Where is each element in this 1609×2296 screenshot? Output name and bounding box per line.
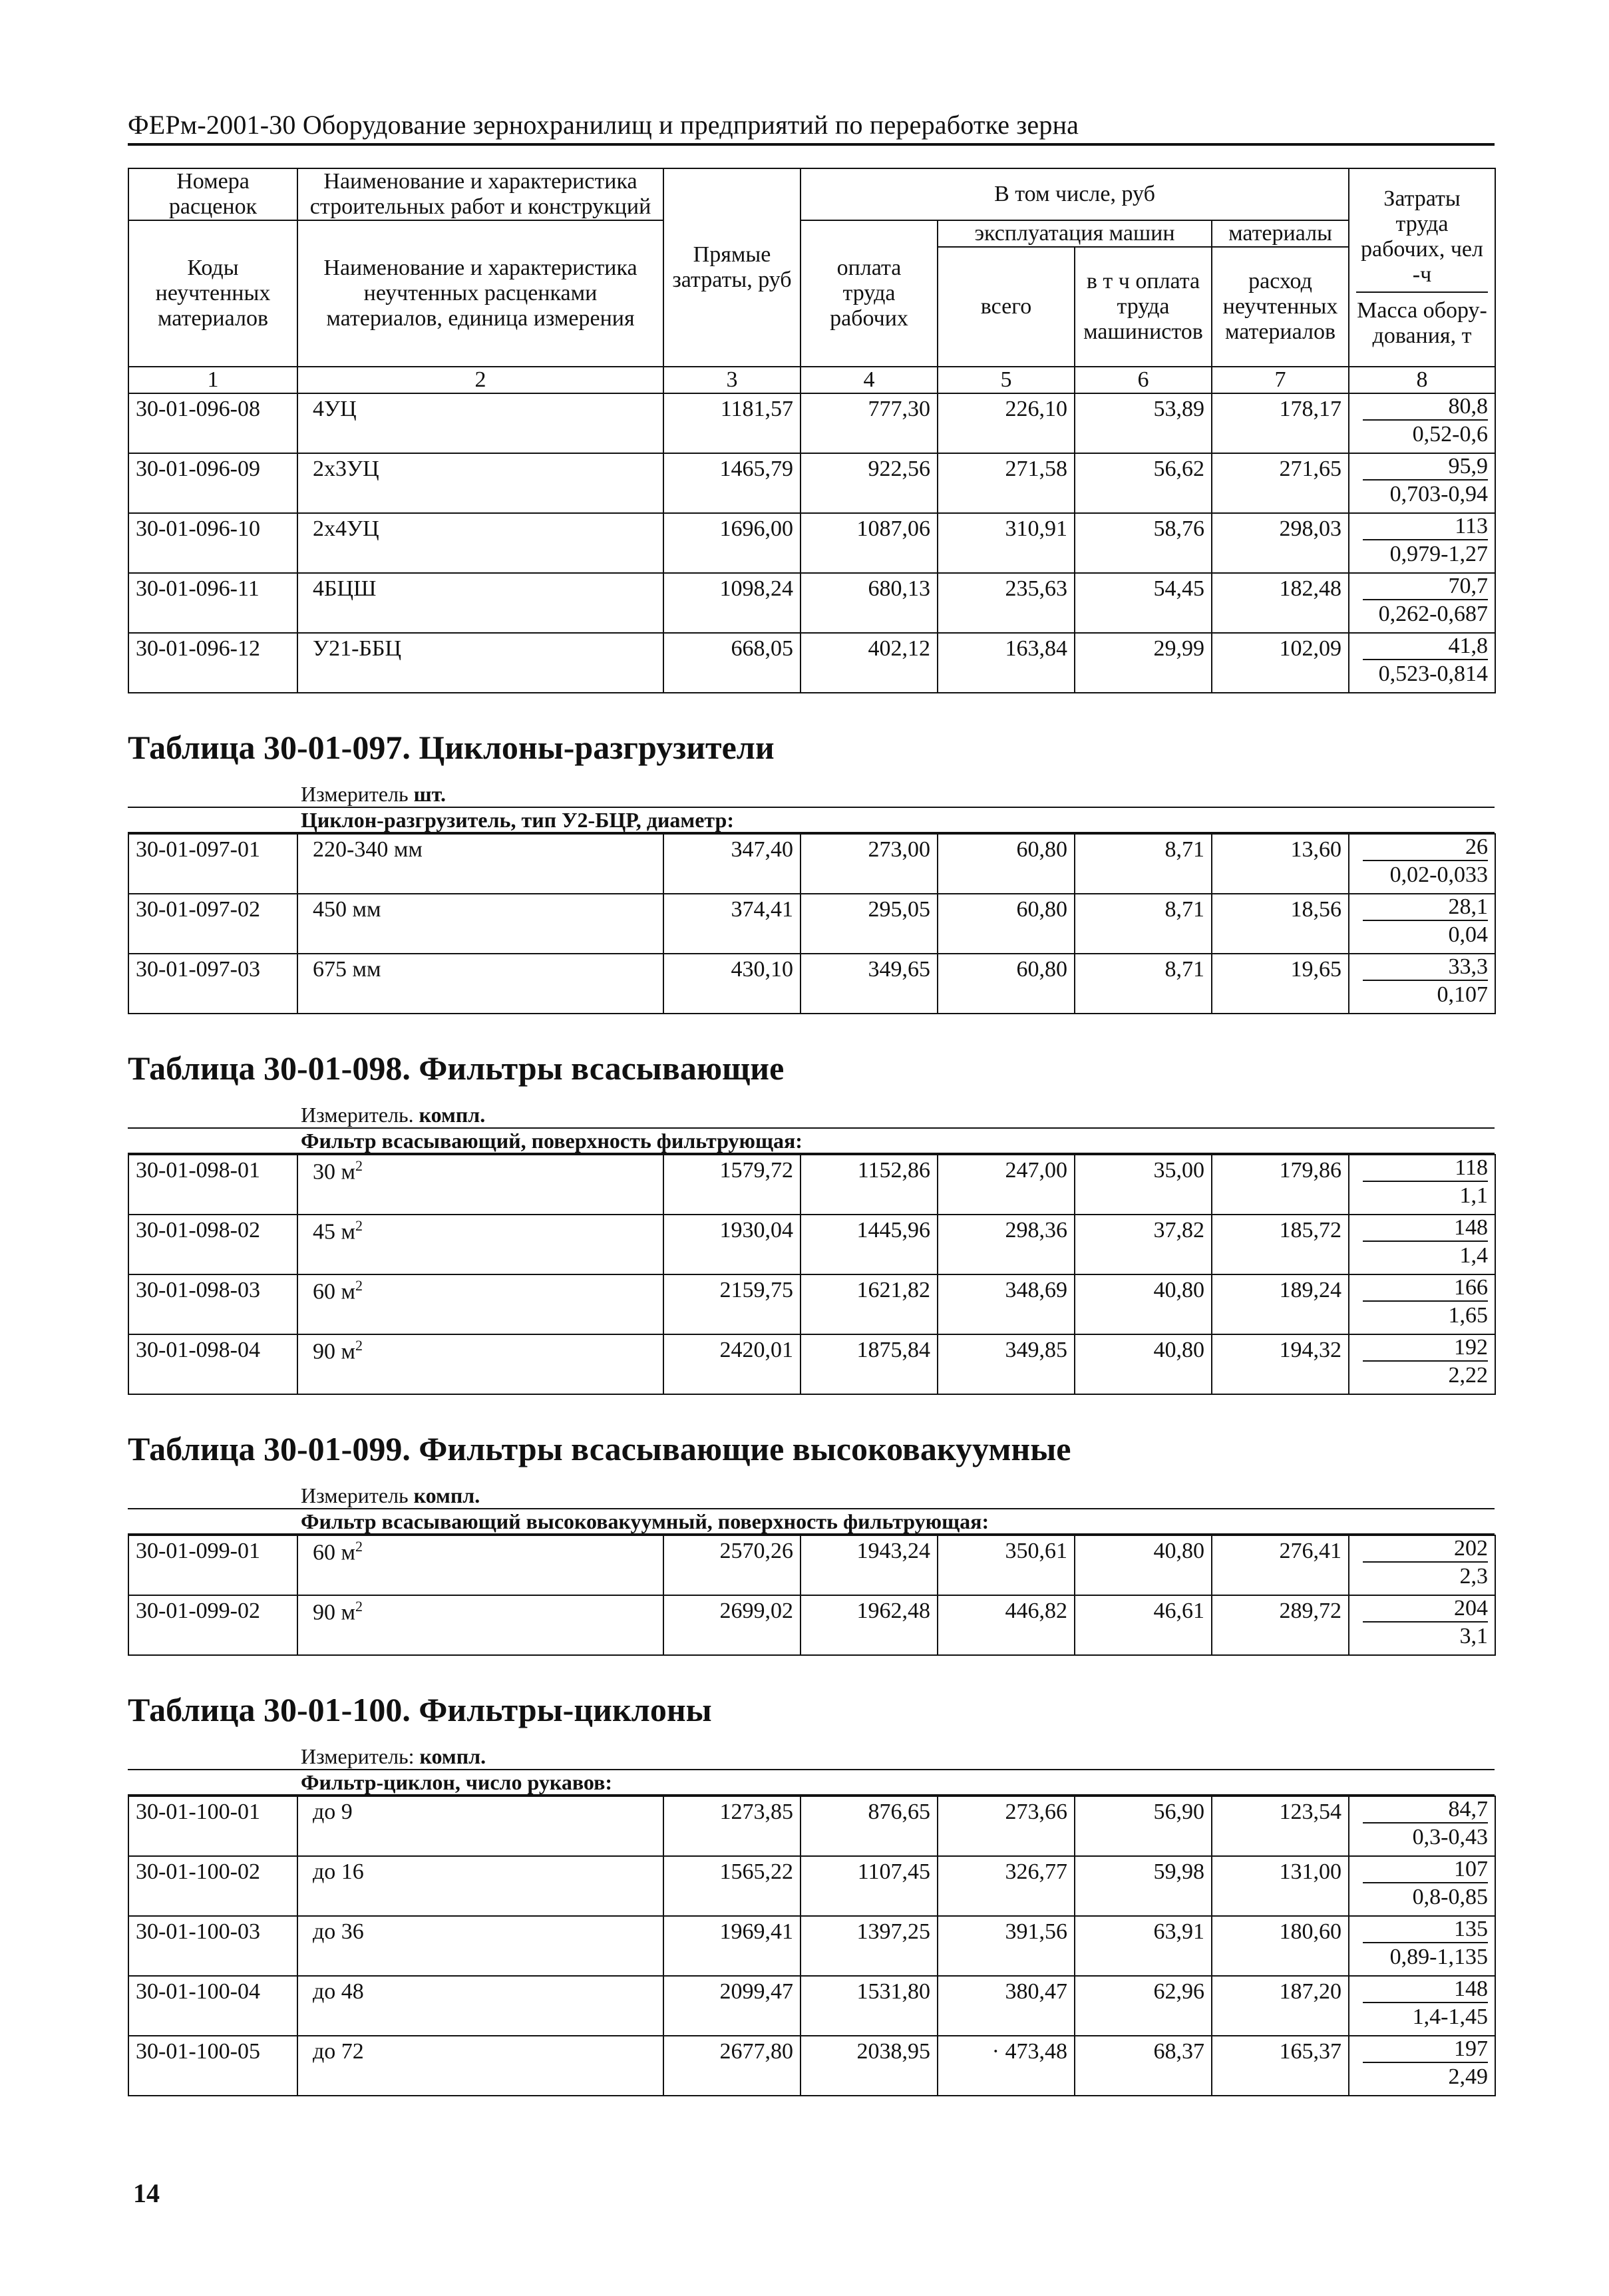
row-direct-cost: 2159,75	[663, 1274, 801, 1334]
row-labor-hours: 166	[1363, 1275, 1488, 1302]
row-labor-mass	[1349, 894, 1495, 954]
row-code: 30-01-098-04	[128, 1334, 297, 1394]
meter-label: Измеритель:	[301, 1744, 415, 1769]
row-name	[297, 513, 663, 573]
row-labor-mass	[1349, 393, 1495, 453]
table-row	[128, 1215, 1495, 1274]
row-materials-cost: 179,86	[1212, 1155, 1349, 1215]
row-labor-mass	[1349, 1535, 1495, 1595]
table-row	[128, 513, 1495, 573]
row-labor-hours: 192	[1363, 1335, 1488, 1362]
row-materials-cost: 180,60	[1212, 1916, 1349, 1976]
page-number: 14	[133, 2178, 160, 2208]
row-equipment-mass: 1,4-1,45	[1412, 2005, 1488, 2030]
row-machines-cost: 326,77	[938, 1856, 1075, 1916]
row-machinist-cost: 40,80	[1075, 1535, 1212, 1595]
table-row	[128, 453, 1495, 513]
row-name-text: 4УЦ	[313, 397, 357, 422]
row-materials-cost: 194,32	[1212, 1334, 1349, 1394]
meter-label: Измеритель.	[301, 1103, 414, 1127]
row-machines-cost: 348,69	[938, 1274, 1075, 1334]
row-direct-cost: 2699,02	[663, 1595, 801, 1655]
row-labor-mass	[1349, 1856, 1495, 1916]
table-097	[128, 833, 1496, 1014]
table-row	[128, 2036, 1495, 2096]
row-equipment-mass: 0,04	[1448, 922, 1488, 948]
column-number: 8	[1349, 367, 1495, 393]
row-direct-cost: 668,05	[663, 633, 801, 693]
row-equipment-mass: 0,8-0,85	[1412, 1885, 1488, 1910]
row-machinist-cost: 46,61	[1075, 1595, 1212, 1655]
row-equipment-mass: 0,52-0,6	[1412, 422, 1488, 447]
row-labor-mass	[1349, 954, 1495, 1014]
row-equipment-mass: 0,02-0,033	[1389, 862, 1488, 888]
row-materials-cost: 165,37	[1212, 2036, 1349, 2096]
row-direct-cost: 374,41	[663, 894, 801, 954]
row-machines-cost: 226,10	[938, 393, 1075, 453]
row-name-text: 4БЦШ	[313, 576, 377, 602]
row-name	[297, 834, 663, 894]
row-name-superscript: 2	[355, 1277, 363, 1294]
row-machinist-cost: 8,71	[1075, 954, 1212, 1014]
row-name-text: 675 мм	[313, 957, 381, 982]
row-machines-cost: 310,91	[938, 513, 1075, 573]
row-labor-cost: 1621,82	[801, 1274, 938, 1334]
row-machines-cost: 273,66	[938, 1796, 1075, 1856]
table-row	[128, 1796, 1495, 1856]
row-labor-cost: 273,00	[801, 834, 938, 894]
row-materials-cost: 298,03	[1212, 513, 1349, 573]
row-machinist-cost: 54,45	[1075, 573, 1212, 633]
row-name	[297, 1796, 663, 1856]
table-row	[128, 1334, 1495, 1394]
row-machinist-cost: 8,71	[1075, 834, 1212, 894]
row-labor-mass	[1349, 513, 1495, 573]
row-materials-cost: 13,60	[1212, 834, 1349, 894]
row-machines-cost: 349,85	[938, 1334, 1075, 1394]
row-direct-cost: 1098,24	[663, 573, 801, 633]
row-name-text: до 72	[313, 2039, 364, 2064]
row-machines-cost: 350,61	[938, 1535, 1075, 1595]
row-machines-cost: 271,58	[938, 453, 1075, 513]
row-labor-mass	[1349, 1334, 1495, 1394]
row-direct-cost: 347,40	[663, 834, 801, 894]
row-code: 30-01-096-08	[128, 393, 297, 453]
row-code: 30-01-100-05	[128, 2036, 297, 2096]
row-machines-cost: 60,80	[938, 954, 1075, 1014]
column-number: 4	[801, 367, 938, 393]
row-name-text: 2х3УЦ	[313, 457, 379, 482]
row-equipment-mass: 0,107	[1437, 982, 1488, 1008]
row-direct-cost: 1273,85	[663, 1796, 801, 1856]
row-name	[297, 1215, 663, 1274]
row-direct-cost: 1465,79	[663, 453, 801, 513]
row-labor-cost: 1445,96	[801, 1215, 938, 1274]
row-name-superscript: 2	[355, 1337, 363, 1354]
row-name-superscript: 2	[355, 1157, 363, 1175]
table-row	[128, 573, 1495, 633]
header-col8-top: Затраты труда рабочих, чел -ч	[1356, 186, 1488, 293]
row-direct-cost: 1930,04	[663, 1215, 801, 1274]
row-direct-cost: 1969,41	[663, 1916, 801, 1976]
row-labor-mass	[1349, 633, 1495, 693]
row-labor-cost: 1943,24	[801, 1535, 938, 1595]
meter-unit: компл.	[419, 1744, 486, 1769]
meter-label: Измеритель	[301, 782, 409, 807]
row-name-text: 90 м	[313, 1600, 356, 1625]
meter-unit: шт.	[413, 782, 446, 807]
row-direct-cost: 2570,26	[663, 1535, 801, 1595]
row-labor-cost: 1875,84	[801, 1334, 938, 1394]
row-name-superscript: 2	[355, 1538, 363, 1555]
row-name	[297, 453, 663, 513]
row-labor-mass	[1349, 573, 1495, 633]
table-row	[128, 1155, 1495, 1215]
row-name	[297, 393, 663, 453]
row-equipment-mass: 0,703-0,94	[1389, 482, 1488, 507]
row-labor-hours: 113	[1363, 514, 1488, 540]
row-labor-mass	[1349, 1796, 1495, 1856]
row-machinist-cost: 29,99	[1075, 633, 1212, 693]
table-096	[128, 168, 1496, 693]
header-group-materials: материалы	[1212, 220, 1349, 247]
row-equipment-mass: 0,979-1,27	[1389, 542, 1488, 567]
row-name-text: до 48	[313, 1979, 364, 2005]
row-materials-cost: 182,48	[1212, 573, 1349, 633]
row-labor-cost: 1152,86	[801, 1155, 938, 1215]
table-100-meter	[128, 1744, 1495, 1770]
row-labor-cost: 876,65	[801, 1796, 938, 1856]
row-equipment-mass: 0,89-1,135	[1389, 1945, 1488, 1970]
row-equipment-mass: 0,262-0,687	[1378, 602, 1488, 627]
row-machines-cost: 446,82	[938, 1595, 1075, 1655]
row-equipment-mass: 2,49	[1448, 2064, 1488, 2090]
table-row	[128, 1916, 1495, 1976]
row-labor-mass	[1349, 1215, 1495, 1274]
row-name	[297, 1916, 663, 1976]
table-100-title: Таблица 30-01-100. Фильтры-циклоны	[128, 1691, 712, 1729]
table-row	[128, 1856, 1495, 1916]
table-099	[128, 1535, 1496, 1656]
column-number: 7	[1212, 367, 1349, 393]
row-materials-cost: 19,65	[1212, 954, 1349, 1014]
row-labor-mass	[1349, 1595, 1495, 1655]
row-labor-cost: 402,12	[801, 633, 938, 693]
row-machinist-cost: 58,76	[1075, 513, 1212, 573]
row-name-text: 220-340 мм	[313, 837, 423, 862]
row-equipment-mass: 0,3-0,43	[1412, 1825, 1488, 1850]
table-row	[128, 954, 1495, 1014]
row-machinist-cost: 8,71	[1075, 894, 1212, 954]
row-materials-cost: 189,24	[1212, 1274, 1349, 1334]
header-col3: Прямые затраты, руб	[663, 168, 801, 367]
row-materials-cost: 131,00	[1212, 1856, 1349, 1916]
row-name-text: 60 м	[313, 1540, 356, 1565]
table-row	[128, 1274, 1495, 1334]
header-group: В том числе, руб	[801, 168, 1349, 220]
row-labor-hours: 197	[1363, 2036, 1488, 2063]
row-code: 30-01-098-01	[128, 1155, 297, 1215]
row-name	[297, 1274, 663, 1334]
row-machines-cost: 235,63	[938, 573, 1075, 633]
table-097-subhead: Циклон-разгрузитель, тип У2-БЦР, диаметр:	[128, 808, 1495, 833]
meter-unit: компл.	[419, 1103, 486, 1127]
row-name-text: до 16	[313, 1859, 364, 1885]
table-header	[128, 168, 1495, 367]
row-labor-hours: 26	[1363, 835, 1488, 861]
row-direct-cost: 2099,47	[663, 1976, 801, 2036]
row-labor-hours: 107	[1363, 1857, 1488, 1883]
row-labor-cost: 680,13	[801, 573, 938, 633]
header-col8-bottom: Масса обору-дования, т	[1357, 298, 1487, 349]
table-097-meter	[128, 781, 1495, 808]
row-labor-mass	[1349, 1274, 1495, 1334]
header-col8	[1349, 168, 1495, 367]
row-code: 30-01-100-04	[128, 1976, 297, 2036]
row-name	[297, 894, 663, 954]
row-equipment-mass: 1,1	[1459, 1183, 1488, 1209]
row-machinist-cost: 37,82	[1075, 1215, 1212, 1274]
row-materials-cost: 185,72	[1212, 1215, 1349, 1274]
row-code: 30-01-098-02	[128, 1215, 297, 1274]
row-name	[297, 1334, 663, 1394]
row-labor-cost: 1107,45	[801, 1856, 938, 1916]
row-machinist-cost: 56,90	[1075, 1796, 1212, 1856]
row-labor-cost: 295,05	[801, 894, 938, 954]
row-code: 30-01-096-12	[128, 633, 297, 693]
row-direct-cost: 2677,80	[663, 2036, 801, 2096]
row-machinist-cost: 68,37	[1075, 2036, 1212, 2096]
header-col4: оплата труда рабочих	[801, 220, 938, 367]
row-labor-hours: 204	[1363, 1596, 1488, 1623]
row-equipment-mass: 0,523-0,814	[1378, 662, 1488, 687]
table-row	[128, 894, 1495, 954]
row-materials-cost: 187,20	[1212, 1976, 1349, 2036]
row-machines-cost: 60,80	[938, 894, 1075, 954]
row-labor-hours: 118	[1363, 1155, 1488, 1182]
row-direct-cost: 1579,72	[663, 1155, 801, 1215]
row-labor-hours: 41,8	[1363, 634, 1488, 660]
row-equipment-mass: 1,65	[1448, 1303, 1488, 1328]
row-name-text: до 36	[313, 1919, 364, 1945]
row-labor-hours: 33,3	[1363, 954, 1488, 981]
row-labor-hours: 202	[1363, 1536, 1488, 1563]
row-machinist-cost: 40,80	[1075, 1334, 1212, 1394]
row-labor-hours: 95,9	[1363, 454, 1488, 480]
row-name-text: У21-ББЦ	[313, 636, 401, 662]
row-name	[297, 1856, 663, 1916]
row-direct-cost: 1696,00	[663, 513, 801, 573]
row-name	[297, 1976, 663, 2036]
row-machinist-cost: 59,98	[1075, 1856, 1212, 1916]
column-number: 6	[1075, 367, 1212, 393]
header-col7: расход неучтенных материалов	[1212, 247, 1349, 367]
row-code: 30-01-097-02	[128, 894, 297, 954]
row-code: 30-01-099-01	[128, 1535, 297, 1595]
row-name	[297, 1595, 663, 1655]
row-labor-cost: 1962,48	[801, 1595, 938, 1655]
row-code: 30-01-100-02	[128, 1856, 297, 1916]
row-name-text: 45 м	[313, 1219, 356, 1244]
row-machinist-cost: 40,80	[1075, 1274, 1212, 1334]
row-name	[297, 2036, 663, 2096]
row-name	[297, 573, 663, 633]
row-name-superscript: 2	[355, 1217, 363, 1235]
row-code: 30-01-096-10	[128, 513, 297, 573]
row-name	[297, 954, 663, 1014]
table-099-subhead: Фильтр всасывающий высоковакуумный, поверхность фильтрующая:	[128, 1509, 1495, 1535]
row-machines-cost: 380,47	[938, 1976, 1075, 2036]
row-name-text: 90 м	[313, 1339, 356, 1364]
row-labor-cost: 922,56	[801, 453, 938, 513]
row-name-text: до 9	[313, 1800, 353, 1825]
table-097-title: Таблица 30-01-097. Циклоны-разгрузители	[128, 729, 775, 767]
row-labor-cost: 349,65	[801, 954, 938, 1014]
row-name-text: 2х4УЦ	[313, 516, 379, 542]
row-labor-cost: 2038,95	[801, 2036, 938, 2096]
row-code: 30-01-098-03	[128, 1274, 297, 1334]
row-code: 30-01-100-03	[128, 1916, 297, 1976]
row-labor-mass	[1349, 2036, 1495, 2096]
column-number: 3	[663, 367, 801, 393]
table-098	[128, 1154, 1496, 1395]
row-machinist-cost: 53,89	[1075, 393, 1212, 453]
row-labor-hours: 148	[1363, 1215, 1488, 1242]
row-name	[297, 1535, 663, 1595]
row-machines-cost: 60,80	[938, 834, 1075, 894]
table-row	[128, 1535, 1495, 1595]
row-code: 30-01-097-01	[128, 834, 297, 894]
row-direct-cost: 1181,57	[663, 393, 801, 453]
row-materials-cost: 123,54	[1212, 1796, 1349, 1856]
row-materials-cost: 178,17	[1212, 393, 1349, 453]
row-code: 30-01-100-01	[128, 1796, 297, 1856]
row-machines-cost: · 473,48	[938, 2036, 1075, 2096]
row-machines-cost: 163,84	[938, 633, 1075, 693]
header-col2-bottom: Наименование и характеристика неучтенных расценками материалов, единица измерения	[297, 220, 663, 367]
row-machines-cost: 298,36	[938, 1215, 1075, 1274]
page-header	[128, 109, 1495, 146]
row-direct-cost: 1565,22	[663, 1856, 801, 1916]
table-row	[128, 633, 1495, 693]
row-machines-cost: 247,00	[938, 1155, 1075, 1215]
row-labor-mass	[1349, 1976, 1495, 2036]
column-numbers-row	[128, 367, 1495, 393]
row-materials-cost: 289,72	[1212, 1595, 1349, 1655]
row-name-text: 450 мм	[313, 897, 381, 922]
row-machinist-cost: 62,96	[1075, 1976, 1212, 2036]
column-number: 2	[297, 367, 663, 393]
table-row	[128, 1595, 1495, 1655]
row-name	[297, 633, 663, 693]
row-machinist-cost: 56,62	[1075, 453, 1212, 513]
row-labor-hours: 135	[1363, 1917, 1488, 1943]
row-machines-cost: 391,56	[938, 1916, 1075, 1976]
meter-label: Измеритель	[301, 1483, 409, 1508]
row-labor-cost: 1397,25	[801, 1916, 938, 1976]
row-name-text: 60 м	[313, 1279, 356, 1304]
table-row	[128, 1976, 1495, 2036]
row-labor-cost: 777,30	[801, 393, 938, 453]
row-code: 30-01-096-09	[128, 453, 297, 513]
row-labor-hours: 70,7	[1363, 574, 1488, 600]
header-col5: всего	[938, 247, 1075, 367]
row-labor-hours: 28,1	[1363, 894, 1488, 921]
header-col1-top: Номера расценок	[128, 168, 297, 220]
row-name	[297, 1155, 663, 1215]
row-code: 30-01-096-11	[128, 573, 297, 633]
row-materials-cost: 18,56	[1212, 894, 1349, 954]
row-direct-cost: 430,10	[663, 954, 801, 1014]
row-labor-mass	[1349, 1155, 1495, 1215]
table-row	[128, 834, 1495, 894]
row-machinist-cost: 63,91	[1075, 1916, 1212, 1976]
column-number: 5	[938, 367, 1075, 393]
row-labor-cost: 1531,80	[801, 1976, 938, 2036]
row-machinist-cost: 35,00	[1075, 1155, 1212, 1215]
row-equipment-mass: 2,3	[1459, 1564, 1488, 1589]
table-row	[128, 393, 1495, 453]
header-col6: в т ч оплата труда машинистов	[1075, 247, 1212, 367]
row-equipment-mass: 1,4	[1459, 1243, 1488, 1268]
row-labor-cost: 1087,06	[801, 513, 938, 573]
page-header-title: ФЕРм-2001-30 Оборудование зернохранилищ и предприятий по переработке зерна	[128, 110, 1079, 140]
row-code: 30-01-099-02	[128, 1595, 297, 1655]
table-099-meter	[128, 1483, 1495, 1509]
column-number: 1	[128, 367, 297, 393]
row-materials-cost: 271,65	[1212, 453, 1349, 513]
table-099-title: Таблица 30-01-099. Фильтры всасывающие высоковакуумные	[128, 1430, 1071, 1468]
header-group-machines: эксплуатация машин	[938, 220, 1212, 247]
meter-unit: компл.	[413, 1483, 480, 1508]
row-materials-cost: 276,41	[1212, 1535, 1349, 1595]
header-col1-bottom: Коды неучтенных материалов	[128, 220, 297, 367]
row-code: 30-01-097-03	[128, 954, 297, 1014]
row-equipment-mass: 2,22	[1448, 1363, 1488, 1388]
table-098-subhead: Фильтр всасывающий, поверхность фильтрующая:	[128, 1129, 1495, 1154]
row-labor-mass	[1349, 834, 1495, 894]
table-100	[128, 1796, 1496, 2096]
row-name-text: 30 м	[313, 1159, 356, 1185]
row-labor-mass	[1349, 1916, 1495, 1976]
table-100-subhead: Фильтр-циклон, число рукавов:	[128, 1770, 1495, 1796]
table-098-meter	[128, 1102, 1495, 1129]
row-labor-hours: 80,8	[1363, 394, 1488, 421]
row-labor-mass	[1349, 453, 1495, 513]
row-labor-hours: 84,7	[1363, 1797, 1488, 1823]
row-labor-hours: 148	[1363, 1977, 1488, 2003]
document-body	[128, 168, 1495, 2096]
row-materials-cost: 102,09	[1212, 633, 1349, 693]
row-equipment-mass: 3,1	[1459, 1624, 1488, 1649]
row-name-superscript: 2	[355, 1598, 363, 1615]
header-col2-top: Наименование и характеристика строительных работ и конструкций	[297, 168, 663, 220]
table-098-title: Таблица 30-01-098. Фильтры всасывающие	[128, 1050, 785, 1087]
row-direct-cost: 2420,01	[663, 1334, 801, 1394]
